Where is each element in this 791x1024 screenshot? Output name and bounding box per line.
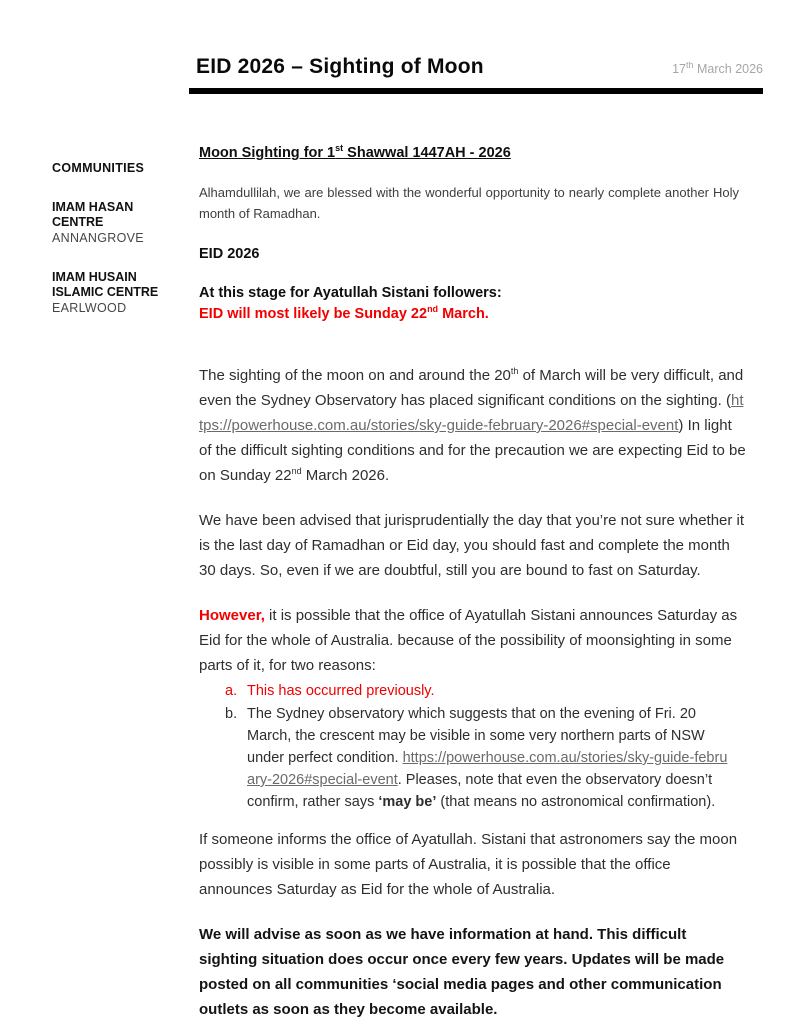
paragraph-text: (that means no astronomical confirmation). [436, 794, 716, 810]
heading-ordinal: st [335, 143, 344, 154]
communities-sidebar [52, 161, 187, 316]
community-location: EARLWOOD [52, 301, 127, 315]
heading-text: Moon Sighting for 1 [199, 145, 336, 161]
eid-2026-heading: EID 2026 [199, 246, 260, 262]
heading-text: Shawwal 1447AH - 2026 [343, 145, 511, 161]
list-item-text [247, 703, 746, 813]
section-heading [199, 144, 746, 162]
community-location: ANNANGROVE [52, 231, 144, 245]
list-item-a [199, 680, 746, 702]
paragraph-text: ) In light of the difficult sighting conditions and for the precaution we are expecting Eid to be on Sunday 22 [199, 417, 746, 484]
ordinal-sup: th [510, 366, 519, 376]
however-paragraph [199, 603, 746, 678]
paragraph-text: of March will be very difficult, and even the Sydney Observatory has placed significant conditions on the sighting. ( [199, 367, 744, 409]
eid-likely-text: March. [438, 306, 489, 322]
date-month-year: March 2026 [693, 62, 763, 76]
may-be-emphasis: ‘may be’ [378, 794, 437, 810]
header-divider [189, 88, 763, 94]
list-item-b [199, 703, 746, 813]
document-body [199, 144, 746, 1024]
paragraph-text: . Pleases, note that even the observatory doesn’t confirm, rather says [247, 772, 713, 810]
list-marker: a. [225, 683, 238, 699]
sidebar-heading: COMMUNITIES [52, 161, 145, 175]
informs-paragraph: If someone informs the office of Ayatullah. Sistani that astronomers say the moon possibly is visible in some parts of Australia, it is possible that the office announces Saturday as Eid for the whole of Australia. [199, 831, 738, 898]
eid-likely-text: EID will most likely be Sunday 22 [199, 306, 428, 322]
date-ordinal: th [686, 59, 694, 70]
list-marker: b. [225, 706, 238, 722]
intro-paragraph: Alhamdullilah, we are blessed with the wonderful opportunity to nearly complete another Holy month of Ramadhan. [199, 185, 739, 221]
powerhouse-sky-guide-link[interactable]: https://powerhouse.com.au/stories/sky-guide-february-2026#special-event [247, 750, 728, 788]
list-item-text: This has occurred previously. [247, 683, 435, 699]
community-imam-hasan-centre [52, 200, 187, 246]
paragraph-text: The sighting of the moon on and around the 20 [199, 367, 511, 384]
paragraph-text: March 2026. [301, 467, 390, 484]
jurisprudence-paragraph: We have been advised that jurisprudentially the day that you’re not sure whether it is the last day of Ramadhan or Eid day, you should fast and complete the month 30 days. So, even if we are doubtful, still you are bound to fast on Saturday. [199, 512, 745, 579]
paragraph-text: The Sydney observatory which suggests that on the evening of Fri. 20 March, the crescent may be visible in some very northern parts of NSW under perfect condition. [247, 706, 705, 766]
ordinal-sup: nd [291, 466, 302, 476]
community-name: IMAM HUSAIN ISLAMIC CENTRE [52, 270, 159, 299]
eid-likely-line [199, 304, 746, 325]
community-imam-husain-islamic-centre [52, 270, 187, 316]
sighting-paragraph [199, 363, 746, 488]
eid-likely-ordinal: nd [427, 304, 439, 315]
document-date [672, 59, 763, 76]
paragraph-text: it is possible that the office of Ayatullah Sistani announces Saturday as Eid for the whole of Australia. because of the possibility of moonsighting in some parts of it, for two reasons: [199, 607, 738, 674]
date-day: 17 [672, 62, 686, 76]
sistani-followers-line: At this stage for Ayatullah Sistani followers: [199, 285, 502, 301]
powerhouse-sky-guide-link[interactable]: https://powerhouse.com.au/stories/sky-guide-february-2026#special-event [199, 392, 744, 434]
however-lead: However, [199, 607, 265, 624]
community-name: IMAM HASAN CENTRE [52, 200, 134, 229]
advise-paragraph: We will advise as soon as we have information at hand. This difficult sighting situation does occur once every few years. Updates will be made posted on all communities ‘social media pages and other communication outlets as soon as they become available. [199, 926, 725, 1018]
reasons-list [199, 680, 746, 813]
page-title: EID 2026 – Sighting of Moon [196, 55, 484, 78]
